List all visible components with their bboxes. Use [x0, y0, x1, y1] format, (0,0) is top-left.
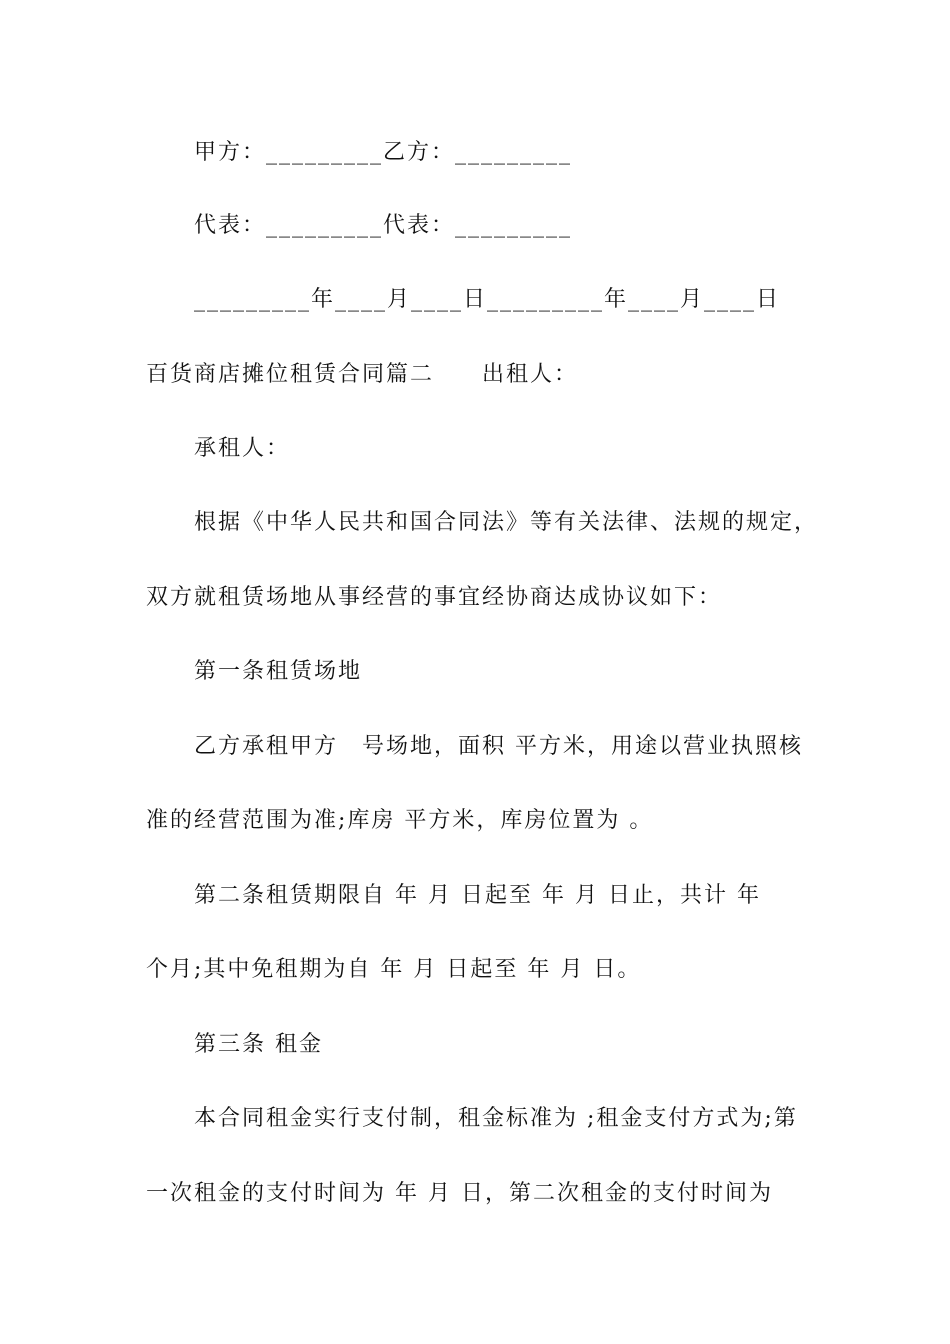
article-2-text-2: 个月;其中免租期为自 年 月 日起至 年 月 日。	[146, 957, 642, 982]
paragraph-intro-2: 双方就租赁场地从事经营的事宜经协商达成协议如下：	[146, 585, 723, 610]
party-line: 甲方：_________乙方：_________	[194, 140, 573, 165]
lessee-line: 承租人：	[194, 436, 291, 461]
representative-line: 代表：_________代表：_________	[194, 213, 573, 238]
article-3-heading: 第三条 租金	[194, 1032, 323, 1057]
article-2-text-1: 第二条租赁期限自 年 月 日起至 年 月 日止，共计 年	[194, 883, 761, 908]
paragraph-intro-1: 根据《中华人民共和国合同法》等有关法律、法规的规定，	[194, 510, 819, 535]
article-3-text-2: 一次租金的支付时间为 年 月 日，第二次租金的支付时间为	[146, 1181, 773, 1206]
article-1-heading: 第一条租赁场地	[194, 659, 363, 684]
article-3-text-1: 本合同租金实行支付制，租金标准为 ;租金支付方式为;第	[194, 1106, 798, 1131]
article-1-text-2: 准的经营范围为准;库房 平方米，库房位置为 。	[146, 808, 654, 833]
article-1-text-1: 乙方承租甲方 号场地，面积 平方米，用途以营业执照核	[194, 734, 803, 759]
section-title-lessor: 百货商店摊位租赁合同篇二 出租人：	[146, 362, 579, 387]
date-line: _________年____月____日_________年____月____日	[194, 287, 781, 312]
